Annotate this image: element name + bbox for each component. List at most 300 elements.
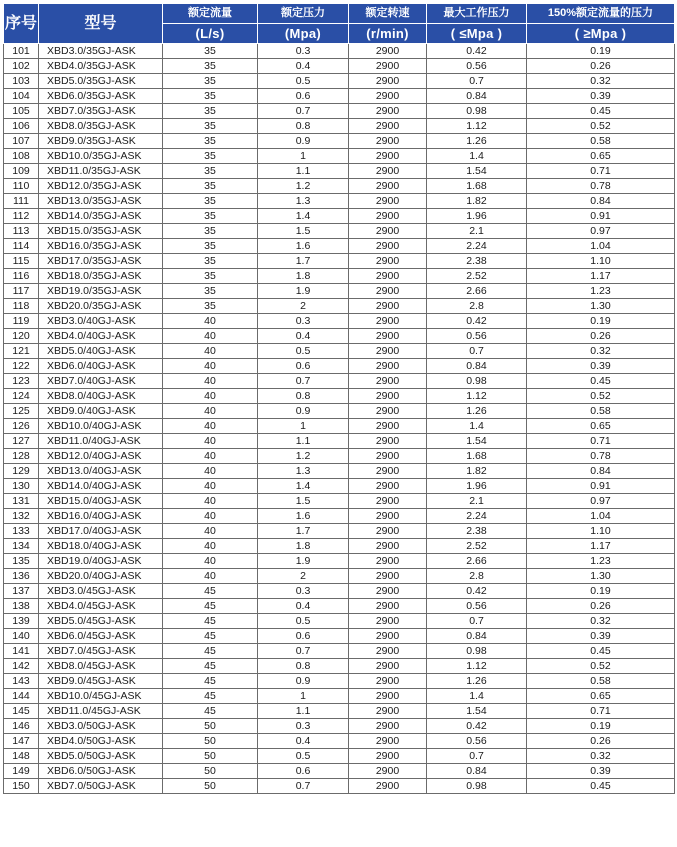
cell-pressure: 0.8 — [258, 119, 349, 134]
cell-speed: 2900 — [349, 764, 427, 779]
table-row — [4, 389, 675, 404]
cell-speed: 2900 — [349, 104, 427, 119]
cell-no: 132 — [4, 509, 39, 524]
table-row — [4, 284, 675, 299]
cell-max-pressure: 0.84 — [427, 764, 527, 779]
cell-flow: 35 — [163, 239, 258, 254]
cell-max-pressure: 2.38 — [427, 524, 527, 539]
cell-no: 107 — [4, 134, 39, 149]
cell-model: XBD5.0/50GJ-ASK — [39, 749, 163, 764]
cell-max-pressure: 1.82 — [427, 464, 527, 479]
cell-speed: 2900 — [349, 89, 427, 104]
cell-flow: 45 — [163, 629, 258, 644]
cell-pressure: 0.5 — [258, 344, 349, 359]
cell-max-pressure: 0.56 — [427, 329, 527, 344]
cell-flow: 40 — [163, 569, 258, 584]
table-row — [4, 329, 675, 344]
cell-p150: 0.65 — [527, 689, 675, 704]
cell-pressure: 0.4 — [258, 734, 349, 749]
cell-no: 111 — [4, 194, 39, 209]
cell-max-pressure: 0.56 — [427, 599, 527, 614]
cell-p150: 0.97 — [527, 494, 675, 509]
cell-pressure: 0.5 — [258, 74, 349, 89]
table-row — [4, 119, 675, 134]
cell-pressure: 0.5 — [258, 614, 349, 629]
cell-no: 104 — [4, 89, 39, 104]
cell-model: XBD6.0/35GJ-ASK — [39, 89, 163, 104]
cell-no: 137 — [4, 584, 39, 599]
cell-no: 101 — [4, 44, 39, 59]
table-row — [4, 239, 675, 254]
header-no: 序号 — [4, 4, 39, 44]
cell-speed: 2900 — [349, 689, 427, 704]
cell-flow: 35 — [163, 149, 258, 164]
cell-p150: 0.58 — [527, 674, 675, 689]
cell-pressure: 1.9 — [258, 554, 349, 569]
cell-pressure: 1.2 — [258, 179, 349, 194]
header-p150: 150%额定流量的压力 — [527, 4, 675, 24]
table-row — [4, 149, 675, 164]
cell-pressure: 2 — [258, 299, 349, 314]
cell-pressure: 1.6 — [258, 239, 349, 254]
cell-p150: 0.39 — [527, 629, 675, 644]
table-row — [4, 764, 675, 779]
cell-no: 102 — [4, 59, 39, 74]
header-speed-unit: (r/min) — [349, 24, 427, 44]
cell-speed: 2900 — [349, 569, 427, 584]
cell-model: XBD14.0/40GJ-ASK — [39, 479, 163, 494]
table-row — [4, 644, 675, 659]
cell-speed: 2900 — [349, 734, 427, 749]
table-row — [4, 539, 675, 554]
cell-model: XBD9.0/40GJ-ASK — [39, 404, 163, 419]
cell-model: XBD19.0/40GJ-ASK — [39, 554, 163, 569]
cell-no: 147 — [4, 734, 39, 749]
cell-max-pressure: 1.4 — [427, 149, 527, 164]
cell-flow: 40 — [163, 434, 258, 449]
cell-p150: 0.45 — [527, 779, 675, 794]
cell-p150: 0.32 — [527, 749, 675, 764]
cell-speed: 2900 — [349, 704, 427, 719]
cell-no: 135 — [4, 554, 39, 569]
cell-flow: 40 — [163, 449, 258, 464]
cell-flow: 40 — [163, 404, 258, 419]
table-row — [4, 194, 675, 209]
cell-p150: 0.58 — [527, 134, 675, 149]
cell-no: 126 — [4, 419, 39, 434]
table-row — [4, 179, 675, 194]
cell-p150: 1.17 — [527, 269, 675, 284]
pump-spec-table — [3, 3, 675, 794]
cell-pressure: 1.3 — [258, 464, 349, 479]
table-row — [4, 779, 675, 794]
cell-p150: 0.45 — [527, 104, 675, 119]
cell-no: 148 — [4, 749, 39, 764]
header-flow-unit: (L/s) — [163, 24, 258, 44]
cell-no: 150 — [4, 779, 39, 794]
table-row — [4, 89, 675, 104]
cell-no: 105 — [4, 104, 39, 119]
cell-p150: 0.52 — [527, 389, 675, 404]
cell-speed: 2900 — [349, 464, 427, 479]
cell-model: XBD9.0/35GJ-ASK — [39, 134, 163, 149]
table-row — [4, 554, 675, 569]
cell-no: 133 — [4, 524, 39, 539]
table-row — [4, 374, 675, 389]
cell-flow: 50 — [163, 764, 258, 779]
cell-model: XBD18.0/35GJ-ASK — [39, 269, 163, 284]
table-row — [4, 224, 675, 239]
cell-model: XBD16.0/35GJ-ASK — [39, 239, 163, 254]
cell-speed: 2900 — [349, 674, 427, 689]
cell-p150: 0.32 — [527, 614, 675, 629]
cell-max-pressure: 0.98 — [427, 779, 527, 794]
cell-pressure: 0.3 — [258, 584, 349, 599]
cell-no: 143 — [4, 674, 39, 689]
cell-flow: 50 — [163, 719, 258, 734]
cell-p150: 0.58 — [527, 404, 675, 419]
cell-max-pressure: 1.26 — [427, 674, 527, 689]
cell-no: 131 — [4, 494, 39, 509]
cell-flow: 45 — [163, 644, 258, 659]
cell-model: XBD10.0/40GJ-ASK — [39, 419, 163, 434]
table-row — [4, 584, 675, 599]
cell-no: 127 — [4, 434, 39, 449]
cell-p150: 0.19 — [527, 584, 675, 599]
cell-model: XBD6.0/50GJ-ASK — [39, 764, 163, 779]
cell-speed: 2900 — [349, 404, 427, 419]
header-speed: 额定转速 — [349, 4, 427, 24]
cell-model: XBD15.0/40GJ-ASK — [39, 494, 163, 509]
cell-max-pressure: 1.12 — [427, 389, 527, 404]
cell-flow: 40 — [163, 374, 258, 389]
cell-flow: 35 — [163, 299, 258, 314]
cell-no: 103 — [4, 74, 39, 89]
cell-pressure: 1.1 — [258, 164, 349, 179]
cell-no: 113 — [4, 224, 39, 239]
cell-p150: 1.30 — [527, 299, 675, 314]
cell-flow: 35 — [163, 254, 258, 269]
cell-speed: 2900 — [349, 479, 427, 494]
table-row — [4, 734, 675, 749]
cell-speed: 2900 — [349, 659, 427, 674]
cell-p150: 0.19 — [527, 719, 675, 734]
cell-no: 129 — [4, 464, 39, 479]
cell-speed: 2900 — [349, 179, 427, 194]
cell-pressure: 0.6 — [258, 359, 349, 374]
cell-flow: 50 — [163, 779, 258, 794]
cell-flow: 35 — [163, 59, 258, 74]
cell-flow: 35 — [163, 104, 258, 119]
cell-flow: 45 — [163, 584, 258, 599]
cell-pressure: 1.5 — [258, 224, 349, 239]
cell-flow: 35 — [163, 194, 258, 209]
cell-no: 120 — [4, 329, 39, 344]
cell-max-pressure: 2.52 — [427, 539, 527, 554]
cell-max-pressure: 1.26 — [427, 404, 527, 419]
header-pressure: 额定压力 — [258, 4, 349, 24]
cell-max-pressure: 2.66 — [427, 554, 527, 569]
cell-pressure: 1.6 — [258, 509, 349, 524]
cell-pressure: 0.3 — [258, 719, 349, 734]
cell-no: 118 — [4, 299, 39, 314]
cell-p150: 0.45 — [527, 374, 675, 389]
cell-speed: 2900 — [349, 164, 427, 179]
cell-max-pressure: 0.7 — [427, 749, 527, 764]
cell-p150: 1.10 — [527, 254, 675, 269]
table-row — [4, 614, 675, 629]
cell-pressure: 1.7 — [258, 254, 349, 269]
cell-max-pressure: 0.42 — [427, 44, 527, 59]
cell-p150: 0.26 — [527, 329, 675, 344]
cell-no: 134 — [4, 539, 39, 554]
cell-model: XBD16.0/40GJ-ASK — [39, 509, 163, 524]
table-row — [4, 359, 675, 374]
cell-p150: 0.65 — [527, 419, 675, 434]
header-flow: 额定流量 — [163, 4, 258, 24]
cell-max-pressure: 1.82 — [427, 194, 527, 209]
cell-pressure: 0.9 — [258, 404, 349, 419]
cell-max-pressure: 1.54 — [427, 164, 527, 179]
table-row — [4, 269, 675, 284]
cell-pressure: 1 — [258, 149, 349, 164]
cell-speed: 2900 — [349, 614, 427, 629]
header-max-pressure-unit: ( ≤Mpa ) — [427, 24, 527, 44]
cell-no: 125 — [4, 404, 39, 419]
cell-flow: 40 — [163, 554, 258, 569]
cell-max-pressure: 1.96 — [427, 209, 527, 224]
cell-max-pressure: 0.56 — [427, 59, 527, 74]
cell-p150: 0.26 — [527, 59, 675, 74]
cell-no: 119 — [4, 314, 39, 329]
header-max-pressure: 最大工作压力 — [427, 4, 527, 24]
cell-max-pressure: 1.12 — [427, 659, 527, 674]
cell-speed: 2900 — [349, 509, 427, 524]
cell-no: 144 — [4, 689, 39, 704]
cell-no: 109 — [4, 164, 39, 179]
header-p150-unit: ( ≥Mpa ) — [527, 24, 675, 44]
cell-flow: 35 — [163, 89, 258, 104]
cell-no: 146 — [4, 719, 39, 734]
cell-p150: 0.39 — [527, 764, 675, 779]
cell-pressure: 1.1 — [258, 434, 349, 449]
cell-model: XBD8.0/40GJ-ASK — [39, 389, 163, 404]
cell-flow: 45 — [163, 599, 258, 614]
cell-speed: 2900 — [349, 44, 427, 59]
cell-model: XBD4.0/45GJ-ASK — [39, 599, 163, 614]
cell-p150: 0.26 — [527, 599, 675, 614]
table-row — [4, 314, 675, 329]
cell-p150: 1.10 — [527, 524, 675, 539]
cell-flow: 50 — [163, 749, 258, 764]
cell-model: XBD12.0/40GJ-ASK — [39, 449, 163, 464]
cell-max-pressure: 1.4 — [427, 419, 527, 434]
cell-p150: 0.26 — [527, 734, 675, 749]
table-row — [4, 419, 675, 434]
cell-pressure: 1.3 — [258, 194, 349, 209]
cell-pressure: 0.7 — [258, 644, 349, 659]
cell-pressure: 1.8 — [258, 269, 349, 284]
cell-speed: 2900 — [349, 149, 427, 164]
cell-model: XBD10.0/35GJ-ASK — [39, 149, 163, 164]
cell-model: XBD3.0/40GJ-ASK — [39, 314, 163, 329]
cell-no: 140 — [4, 629, 39, 644]
table-row — [4, 44, 675, 59]
cell-p150: 0.32 — [527, 344, 675, 359]
cell-max-pressure: 2.52 — [427, 269, 527, 284]
cell-speed: 2900 — [349, 554, 427, 569]
cell-max-pressure: 1.26 — [427, 134, 527, 149]
table-row — [4, 569, 675, 584]
cell-p150: 1.30 — [527, 569, 675, 584]
cell-p150: 0.78 — [527, 179, 675, 194]
table-row — [4, 254, 675, 269]
cell-flow: 35 — [163, 134, 258, 149]
cell-model: XBD17.0/35GJ-ASK — [39, 254, 163, 269]
cell-flow: 40 — [163, 539, 258, 554]
cell-flow: 35 — [163, 209, 258, 224]
cell-model: XBD5.0/35GJ-ASK — [39, 74, 163, 89]
cell-flow: 45 — [163, 704, 258, 719]
cell-max-pressure: 2.24 — [427, 239, 527, 254]
cell-speed: 2900 — [349, 629, 427, 644]
cell-model: XBD5.0/40GJ-ASK — [39, 344, 163, 359]
cell-max-pressure: 0.84 — [427, 89, 527, 104]
cell-max-pressure: 0.84 — [427, 359, 527, 374]
table-row — [4, 674, 675, 689]
cell-model: XBD17.0/40GJ-ASK — [39, 524, 163, 539]
header-row-titles — [4, 4, 675, 24]
cell-max-pressure: 0.56 — [427, 734, 527, 749]
cell-pressure: 0.5 — [258, 749, 349, 764]
cell-p150: 0.71 — [527, 434, 675, 449]
cell-flow: 40 — [163, 524, 258, 539]
table-row — [4, 434, 675, 449]
table-row — [4, 509, 675, 524]
cell-p150: 0.78 — [527, 449, 675, 464]
cell-pressure: 1.8 — [258, 539, 349, 554]
cell-max-pressure: 0.7 — [427, 614, 527, 629]
cell-model: XBD6.0/40GJ-ASK — [39, 359, 163, 374]
cell-pressure: 0.6 — [258, 764, 349, 779]
cell-model: XBD7.0/40GJ-ASK — [39, 374, 163, 389]
cell-p150: 0.19 — [527, 44, 675, 59]
cell-pressure: 0.4 — [258, 599, 349, 614]
cell-flow: 35 — [163, 44, 258, 59]
cell-pressure: 0.8 — [258, 389, 349, 404]
cell-speed: 2900 — [349, 449, 427, 464]
cell-p150: 0.39 — [527, 89, 675, 104]
table-header — [4, 4, 675, 44]
cell-no: 141 — [4, 644, 39, 659]
cell-no: 124 — [4, 389, 39, 404]
cell-model: XBD13.0/35GJ-ASK — [39, 194, 163, 209]
table-row — [4, 464, 675, 479]
cell-no: 106 — [4, 119, 39, 134]
cell-pressure: 1.1 — [258, 704, 349, 719]
cell-model: XBD14.0/35GJ-ASK — [39, 209, 163, 224]
table-row — [4, 59, 675, 74]
cell-pressure: 0.7 — [258, 374, 349, 389]
header-pressure-unit: (Mpa) — [258, 24, 349, 44]
cell-p150: 0.65 — [527, 149, 675, 164]
table-row — [4, 494, 675, 509]
cell-no: 128 — [4, 449, 39, 464]
cell-no: 108 — [4, 149, 39, 164]
cell-max-pressure: 1.68 — [427, 179, 527, 194]
cell-p150: 0.97 — [527, 224, 675, 239]
cell-model: XBD7.0/45GJ-ASK — [39, 644, 163, 659]
cell-p150: 0.52 — [527, 659, 675, 674]
table-row — [4, 104, 675, 119]
cell-model: XBD20.0/40GJ-ASK — [39, 569, 163, 584]
cell-max-pressure: 2.38 — [427, 254, 527, 269]
cell-speed: 2900 — [349, 524, 427, 539]
cell-model: XBD8.0/35GJ-ASK — [39, 119, 163, 134]
table-row — [4, 344, 675, 359]
cell-pressure: 0.6 — [258, 629, 349, 644]
table-row — [4, 449, 675, 464]
cell-model: XBD5.0/45GJ-ASK — [39, 614, 163, 629]
cell-model: XBD11.0/40GJ-ASK — [39, 434, 163, 449]
cell-no: 117 — [4, 284, 39, 299]
cell-flow: 35 — [163, 119, 258, 134]
cell-p150: 0.84 — [527, 464, 675, 479]
cell-p150: 1.23 — [527, 554, 675, 569]
cell-pressure: 1.7 — [258, 524, 349, 539]
cell-no: 121 — [4, 344, 39, 359]
cell-max-pressure: 2.1 — [427, 224, 527, 239]
cell-flow: 45 — [163, 659, 258, 674]
cell-max-pressure: 1.4 — [427, 689, 527, 704]
cell-no: 110 — [4, 179, 39, 194]
cell-speed: 2900 — [349, 749, 427, 764]
cell-p150: 0.52 — [527, 119, 675, 134]
cell-model: XBD3.0/35GJ-ASK — [39, 44, 163, 59]
cell-max-pressure: 2.8 — [427, 299, 527, 314]
cell-no: 145 — [4, 704, 39, 719]
table-row — [4, 299, 675, 314]
header-model: 型号 — [39, 4, 163, 44]
cell-max-pressure: 2.66 — [427, 284, 527, 299]
cell-speed: 2900 — [349, 269, 427, 284]
cell-speed: 2900 — [349, 209, 427, 224]
table-row — [4, 719, 675, 734]
cell-p150: 0.32 — [527, 74, 675, 89]
cell-pressure: 1.4 — [258, 479, 349, 494]
cell-speed: 2900 — [349, 494, 427, 509]
cell-model: XBD15.0/35GJ-ASK — [39, 224, 163, 239]
cell-pressure: 0.7 — [258, 104, 349, 119]
cell-max-pressure: 1.96 — [427, 479, 527, 494]
cell-p150: 0.91 — [527, 479, 675, 494]
cell-pressure: 1 — [258, 689, 349, 704]
cell-speed: 2900 — [349, 134, 427, 149]
table-row — [4, 74, 675, 89]
table-row — [4, 164, 675, 179]
table-row — [4, 524, 675, 539]
cell-flow: 50 — [163, 734, 258, 749]
cell-max-pressure: 1.54 — [427, 704, 527, 719]
cell-flow: 45 — [163, 674, 258, 689]
cell-model: XBD9.0/45GJ-ASK — [39, 674, 163, 689]
cell-model: XBD4.0/35GJ-ASK — [39, 59, 163, 74]
cell-pressure: 0.9 — [258, 674, 349, 689]
cell-no: 122 — [4, 359, 39, 374]
cell-no: 142 — [4, 659, 39, 674]
cell-p150: 0.39 — [527, 359, 675, 374]
cell-max-pressure: 0.7 — [427, 344, 527, 359]
